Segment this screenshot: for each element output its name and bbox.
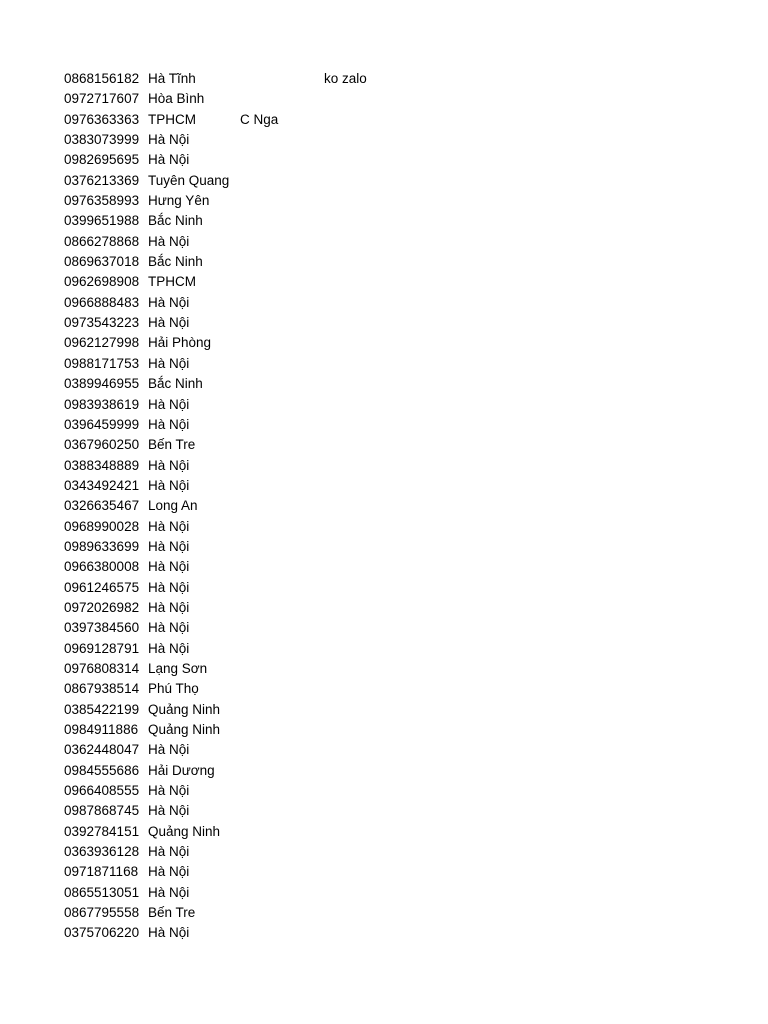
phone-number: 0969128791 — [64, 640, 140, 656]
phone-number: 0867938514 — [64, 681, 140, 697]
phone-number: 0866278868 — [64, 233, 140, 249]
phone-number: 0984911886 — [64, 722, 139, 737]
note-contact: C Nga — [240, 111, 279, 127]
city-name: Hà Nội — [148, 233, 190, 249]
city-name: Hà Nội — [148, 640, 190, 656]
city-name: Hà Nội — [148, 803, 190, 819]
phone-number: 0984555686 — [64, 762, 140, 778]
phone-number: 0375706220 — [64, 925, 140, 941]
city-name: Hà Nội — [148, 742, 190, 758]
phone-number: 0399651988 — [64, 213, 140, 229]
phone-number: 0982695695 — [64, 152, 140, 168]
phone-number: 0343492421 — [64, 477, 140, 493]
phone-number: 0389946955 — [64, 376, 140, 392]
city-name: Hà Nội — [148, 477, 190, 493]
phone-number: 0966408555 — [64, 783, 140, 799]
city-name: Bến Tre — [148, 437, 196, 453]
city-name: Hà Nội — [148, 559, 190, 575]
city-name: Quảng Ninh — [148, 701, 221, 717]
city-name: Hà Nội — [148, 152, 190, 168]
city-name: Hà Nội — [148, 518, 190, 534]
phone-number: 0392784151 — [64, 823, 140, 839]
city-name: Tuyên Quang — [148, 172, 230, 188]
phone-number: 0362448047 — [64, 742, 140, 758]
city-name: Hà Nội — [148, 315, 190, 331]
city-name: Hà Nội — [148, 538, 190, 554]
phone-number: 0388348889 — [64, 457, 140, 473]
phone-number: 0966380008 — [64, 559, 140, 575]
city-name: Hà Nội — [148, 579, 190, 595]
city-name: Hà Nội — [148, 925, 190, 941]
city-name: Lạng Sơn — [148, 660, 208, 676]
city-name: Hà Nội — [148, 355, 190, 371]
city-name: Hà Nội — [148, 599, 190, 615]
city-name: Hà Nội — [148, 884, 190, 900]
city-name: Bắc Ninh — [148, 254, 203, 270]
city-name: TPHCM — [148, 274, 196, 290]
phone-number: 0976358993 — [64, 193, 140, 209]
city-name: Bắc Ninh — [148, 376, 203, 392]
city-name: Hà Nội — [148, 294, 190, 310]
city-name: Hà Nội — [148, 457, 190, 473]
phone-number: 0976363363 — [64, 111, 140, 127]
city-name: TPHCM — [148, 111, 196, 127]
city-name: Hà Nội — [148, 132, 190, 148]
phone-number: 0396459999 — [64, 416, 140, 432]
city-name: Quảng Ninh — [148, 722, 221, 737]
city-name: Long An — [148, 498, 198, 514]
phone-number: 0976808314 — [64, 660, 140, 676]
city-name: Bến Tre — [148, 905, 196, 921]
city-name: Hưng Yên — [148, 193, 210, 209]
phone-number: 0966888483 — [64, 294, 140, 310]
city-name: Hà Nội — [148, 416, 190, 432]
phone-number: 0363936128 — [64, 844, 140, 860]
phone-number: 0971871168 — [64, 864, 139, 880]
city-name: Hòa Bình — [148, 91, 205, 107]
phone-number: 0961246575 — [64, 579, 140, 595]
phone-number: 0865513051 — [64, 884, 140, 900]
phone-number: 0972026982 — [64, 599, 140, 615]
city-name: Hà Tĩnh — [148, 71, 196, 86]
city-name: Hà Nội — [148, 864, 190, 880]
city-name: Quảng Ninh — [148, 823, 221, 839]
phone-number: 0868156182 — [64, 71, 140, 86]
city-name: Hà Nội — [148, 844, 190, 860]
phone-number: 0383073999 — [64, 132, 140, 148]
phone-number: 0987868745 — [64, 803, 140, 819]
city-name: Phú Thọ — [148, 681, 199, 697]
phone-number: 0385422199 — [64, 701, 140, 717]
phone-number: 0962698908 — [64, 274, 140, 290]
phone-number: 0973543223 — [64, 315, 140, 331]
phone-number: 0326635467 — [64, 498, 140, 514]
city-name: Hải Phòng — [148, 335, 212, 351]
phone-number: 0869637018 — [64, 254, 140, 270]
phone-number: 0867795558 — [64, 905, 140, 921]
city-name: Hà Nội — [148, 620, 190, 636]
phone-number: 0989633699 — [64, 538, 140, 554]
phone-number: 0972717607 — [64, 91, 140, 107]
phone-number: 0988171753 — [64, 355, 140, 371]
city-name: Hà Nội — [148, 783, 190, 799]
phone-number: 0983938619 — [64, 396, 140, 412]
city-name: Bắc Ninh — [148, 213, 203, 229]
phone-number: 0397384560 — [64, 620, 140, 636]
phone-number: 0376213369 — [64, 172, 140, 188]
city-name: Hà Nội — [148, 396, 190, 412]
phone-number: 0962127998 — [64, 335, 140, 351]
city-name: Hải Dương — [148, 762, 215, 778]
phone-number: 0968990028 — [64, 518, 140, 534]
phone-number: 0367960250 — [64, 437, 140, 453]
note-remark: ko zalo — [324, 71, 367, 86]
